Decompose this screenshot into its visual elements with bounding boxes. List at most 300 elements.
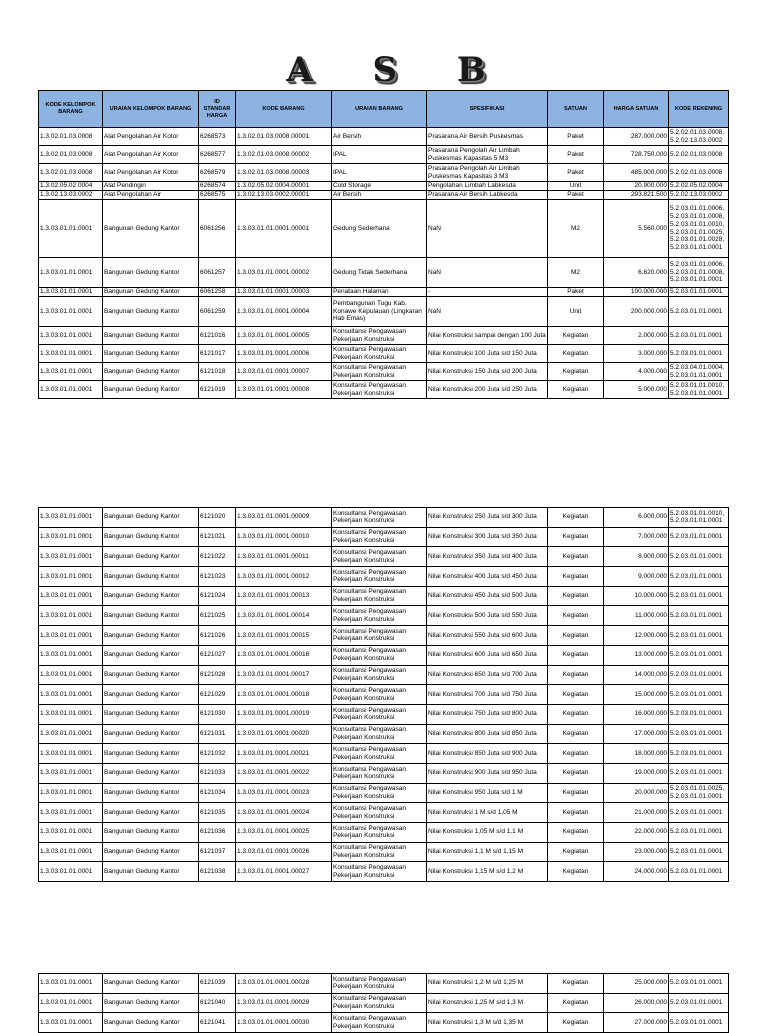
cell-kode-barang: 1.3.03.01.01.0001.00029 <box>236 993 332 1013</box>
cell-uraian-kelompok-barang: Bangunan Gedung Kantor <box>103 724 199 744</box>
cell-uraian-kelompok-barang: Bangunan Gedung Kantor <box>103 645 199 665</box>
cell-satuan: Kegiatan <box>548 645 604 665</box>
cell-spesifikasi: Prasarana Air Bersih Puskesmas <box>427 128 548 146</box>
table-row <box>39 626 729 646</box>
table-row <box>39 586 729 606</box>
cell-kode-rekening: 5.2.03.01.01.0006, 5.2.03.01.01.0008, 5.2.03.01.01.0001 <box>669 258 729 288</box>
cell-kode-kelompok-barang: 1.3.03.01.01.0001 <box>39 1013 103 1033</box>
cell-kode-kelompok-barang: 1.3.03.01.01.0001 <box>39 645 103 665</box>
cell-id-standar-harga: 6121028 <box>199 665 236 685</box>
cell-uraian-barang: Konsultansi Pengawasan Pekerjaan Konstruksi <box>332 783 427 803</box>
cell-uraian-kelompok-barang: Bangunan Gedung Kantor <box>103 527 199 547</box>
cell-satuan: Kegiatan <box>548 724 604 744</box>
cell-harga-satuan: 21.000.000 <box>604 803 669 823</box>
cell-uraian-barang: Konsultansi Pengawasan Pekerjaan Konstruksi <box>332 704 427 724</box>
cell-uraian-barang: Cold Storage <box>332 182 427 191</box>
cell-spesifikasi: Nilai Konstruksi 1,05 M s/d 1,1 M <box>427 823 548 843</box>
cell-satuan: Paket <box>548 288 604 297</box>
cell-spesifikasi: Nilai Konstruksi 550 Juta s/d 600 Juta <box>427 626 548 646</box>
table-row <box>39 823 729 843</box>
cell-satuan: Kegiatan <box>548 327 604 345</box>
cell-harga-satuan: 728.750.000 <box>604 146 669 164</box>
cell-spesifikasi: Prasarana Pengolah Air Limbah Puskesmas Kapasitas 3 M3 <box>427 164 548 182</box>
cell-uraian-kelompok-barang: Bangunan Gedung Kantor <box>103 993 199 1013</box>
cell-uraian-barang: Konsultansi Pengawasan Pekerjaan Konstruksi <box>332 508 427 528</box>
cell-uraian-barang: Penataan Halaman <box>332 288 427 297</box>
cell-kode-rekening: 5.2.03.01.01.0001 <box>669 974 729 994</box>
cell-kode-rekening: 5.2.03.01.01.0001 <box>669 724 729 744</box>
cell-uraian-barang: Konsultansi Pengawasan Pekerjaan Konstruksi <box>332 606 427 626</box>
cell-kode-rekening: 5.2.03.04.01.0004, 5.2.03.01.01.0001 <box>669 363 729 381</box>
cell-harga-satuan: 23.000.000 <box>604 842 669 862</box>
cell-id-standar-harga: 6121020 <box>199 508 236 528</box>
cell-kode-kelompok-barang: 1.3.03.01.01.0001 <box>39 586 103 606</box>
cell-kode-barang: 1.3.03.01.01.0001.00003 <box>236 288 332 297</box>
cell-kode-barang: 1.3.03.01.01.0001.00001 <box>236 200 332 258</box>
cell-kode-barang: 1.3.03.01.01.0001.00005 <box>236 327 332 345</box>
cell-id-standar-harga: 6268574 <box>199 182 236 191</box>
cell-kode-rekening: 5.2.03.01.01.0001 <box>669 704 729 724</box>
cell-kode-barang: 1.3.03.01.01.0001.00014 <box>236 606 332 626</box>
cell-kode-rekening: 5.2.03.01.01.0025, 5.2.03.01.01.0001 <box>669 783 729 803</box>
cell-satuan: Paket <box>548 164 604 182</box>
cell-kode-kelompok-barang: 1.3.03.01.01.0001 <box>39 200 103 258</box>
cell-uraian-kelompok-barang: Bangunan Gedung Kantor <box>103 1013 199 1033</box>
cell-spesifikasi: Nilai Konstruksi 600 Juta s/d 650 Juta <box>427 645 548 665</box>
cell-id-standar-harga: 6268573 <box>199 128 236 146</box>
cell-kode-rekening: 5.2.02.05.02.0004 <box>669 182 729 191</box>
cell-kode-kelompok-barang: 1.3.03.01.01.0001 <box>39 567 103 587</box>
cell-kode-rekening: 5.2.03.01.01.0001 <box>669 345 729 363</box>
cell-kode-kelompok-barang: 1.3.03.01.01.0001 <box>39 345 103 363</box>
cell-id-standar-harga: 6268579 <box>199 164 236 182</box>
cell-spesifikasi: Nilai Konstruksi 100 Juta s/d 150 Juta <box>427 345 548 363</box>
cell-kode-rekening: 5.2.03.01.01.0001 <box>669 327 729 345</box>
cell-spesifikasi: Nilai Konstruksi 300 Juta s/d 350 Juta <box>427 527 548 547</box>
cell-uraian-kelompok-barang: Alat Pendingin <box>103 182 199 191</box>
cell-id-standar-harga: 6061256 <box>199 200 236 258</box>
cell-uraian-kelompok-barang: Bangunan Gedung Kantor <box>103 567 199 587</box>
cell-kode-barang: 1.3.03.01.01.0001.00018 <box>236 685 332 705</box>
cell-uraian-barang: Konsultansi Pengawasan Pekerjaan Konstruksi <box>332 327 427 345</box>
cell-uraian-kelompok-barang: Bangunan Gedung Kantor <box>103 842 199 862</box>
cell-kode-kelompok-barang: 1.3.03.01.01.0001 <box>39 862 103 882</box>
cell-kode-rekening: 5.2.03.01.01.0001 <box>669 567 729 587</box>
cell-kode-barang: 1.3.03.01.01.0001.00009 <box>236 508 332 528</box>
cell-id-standar-harga: 6121024 <box>199 586 236 606</box>
cell-uraian-kelompok-barang: Bangunan Gedung Kantor <box>103 704 199 724</box>
cell-satuan: Kegiatan <box>548 744 604 764</box>
cell-kode-barang: 1.3.03.01.01.0001.00004 <box>236 297 332 327</box>
cell-harga-satuan: 2.000.000 <box>604 327 669 345</box>
cell-spesifikasi: Nilai Konstruksi 450 Juta s/d 500 Juta <box>427 586 548 606</box>
cell-uraian-kelompok-barang: Bangunan Gedung Kantor <box>103 823 199 843</box>
cell-kode-kelompok-barang: 1.3.03.01.01.0001 <box>39 327 103 345</box>
cell-kode-kelompok-barang: 1.3.03.01.01.0001 <box>39 527 103 547</box>
cell-kode-kelompok-barang: 1.3.03.01.01.0001 <box>39 288 103 297</box>
cell-id-standar-harga: 6121041 <box>199 1013 236 1033</box>
cell-uraian-barang: Konsultansi Pengawasan Pekerjaan Konstruksi <box>332 763 427 783</box>
cell-spesifikasi: Nilai Konstruksi 250 Juta s/d 300 Juta <box>427 508 548 528</box>
cell-uraian-barang: IPAL <box>332 146 427 164</box>
document-title: A S B <box>286 50 510 90</box>
cell-spesifikasi: Nilai Konstruksi 650 Juta s/d 700 Juta <box>427 665 548 685</box>
cell-kode-rekening: 5.2.03.01.01.0001 <box>669 626 729 646</box>
table-row <box>39 862 729 882</box>
table-row <box>39 685 729 705</box>
table-row <box>39 547 729 567</box>
table-row <box>39 724 729 744</box>
cell-kode-barang: 1.3.03.01.01.0001.00019 <box>236 704 332 724</box>
cell-id-standar-harga: 6121036 <box>199 823 236 843</box>
cell-kode-barang: 1.3.03.01.01.0001.00013 <box>236 586 332 606</box>
header-kode-barang: KODE BARANG <box>236 91 332 128</box>
cell-kode-kelompok-barang: 1.3.02.01.03.0008 <box>39 164 103 182</box>
cell-kode-kelompok-barang: 1.3.03.01.01.0001 <box>39 363 103 381</box>
cell-satuan: Unit <box>548 182 604 191</box>
cell-kode-rekening: 5.2.03.01.01.0001 <box>669 823 729 843</box>
header-kode-kelompok-barang: KODE KELOMPOK BARANG <box>39 91 103 128</box>
cell-kode-rekening: 5.2.02.13.03.0002 <box>669 191 729 200</box>
cell-kode-rekening: 5.2.03.01.01.0001 <box>669 862 729 882</box>
cell-uraian-barang: Gedung Tidak Sederhana <box>332 258 427 288</box>
cell-kode-kelompok-barang: 1.3.03.01.01.0001 <box>39 704 103 724</box>
table-row <box>39 288 729 297</box>
cell-uraian-kelompok-barang: Alat Pengolahan Air Kotor <box>103 164 199 182</box>
table-row <box>39 842 729 862</box>
cell-uraian-barang: Air Bersih <box>332 191 427 200</box>
cell-uraian-kelompok-barang: Alat Pengolahan Air <box>103 191 199 200</box>
cell-satuan: Kegiatan <box>548 606 604 626</box>
cell-harga-satuan: 17.000.000 <box>604 724 669 744</box>
cell-harga-satuan: 5.560.000 <box>604 200 669 258</box>
table-row <box>39 200 729 258</box>
cell-kode-barang: 1.3.03.01.01.0001.00007 <box>236 363 332 381</box>
cell-satuan: Kegiatan <box>548 685 604 705</box>
cell-harga-satuan: 10.000.000 <box>604 586 669 606</box>
table-row <box>39 974 729 994</box>
cell-uraian-barang: Konsultansi Pengawasan Pekerjaan Konstruksi <box>332 842 427 862</box>
cell-satuan: Kegiatan <box>548 586 604 606</box>
cell-harga-satuan: 27.000.000 <box>604 1013 669 1033</box>
cell-uraian-barang: Konsultansi Pengawasan Pekerjaan Konstruksi <box>332 527 427 547</box>
table-header-row <box>39 91 729 128</box>
cell-uraian-barang: Konsultansi Pengawasan Pekerjaan Konstruksi <box>332 665 427 685</box>
cell-kode-rekening: 5.2.03.01.01.0001 <box>669 645 729 665</box>
cell-uraian-kelompok-barang: Bangunan Gedung Kantor <box>103 626 199 646</box>
table-row <box>39 1013 729 1033</box>
cell-harga-satuan: 26.000.000 <box>604 993 669 1013</box>
cell-spesifikasi: Nilai Konstruksi 350 Juta s/d 400 Juta <box>427 547 548 567</box>
cell-harga-satuan: 20.900.000 <box>604 182 669 191</box>
cell-satuan: Kegiatan <box>548 567 604 587</box>
cell-harga-satuan: 13.000.000 <box>604 645 669 665</box>
cell-id-standar-harga: 6121018 <box>199 363 236 381</box>
cell-satuan: Kegiatan <box>548 823 604 843</box>
cell-kode-kelompok-barang: 1.3.03.01.01.0001 <box>39 665 103 685</box>
cell-kode-rekening: 5.2.03.01.01.0001 <box>669 586 729 606</box>
cell-uraian-barang: Air Bersih <box>332 128 427 146</box>
cell-spesifikasi: NaN <box>427 297 548 327</box>
asb-table-page-1 <box>38 90 729 399</box>
header-uraian-barang: URAIAN BARANG <box>332 91 427 128</box>
cell-kode-barang: 1.3.03.01.01.0001.00016 <box>236 645 332 665</box>
cell-kode-barang: 1.3.03.01.01.0001.00025 <box>236 823 332 843</box>
cell-spesifikasi: Nilai Konstruksi sampai dengan 100 Juta <box>427 327 548 345</box>
table-row <box>39 783 729 803</box>
table-row <box>39 803 729 823</box>
cell-id-standar-harga: 6121017 <box>199 345 236 363</box>
cell-kode-kelompok-barang: 1.3.03.01.01.0001 <box>39 803 103 823</box>
cell-spesifikasi: Nilai Konstruksi 150 Juta s/d 200 Juta <box>427 363 548 381</box>
cell-kode-barang: 1.3.03.01.01.0001.00027 <box>236 862 332 882</box>
cell-kode-rekening: 5.2.03.01.01.0001 <box>669 297 729 327</box>
cell-kode-kelompok-barang: 1.3.03.01.01.0001 <box>39 763 103 783</box>
cell-id-standar-harga: 6121021 <box>199 527 236 547</box>
cell-uraian-barang: Konsultansi Pengawasan Pekerjaan Konstruksi <box>332 586 427 606</box>
header-harga-satuan: HARGA SATUAN <box>604 91 669 128</box>
cell-id-standar-harga: 6121040 <box>199 993 236 1013</box>
cell-harga-satuan: 287.000.000 <box>604 128 669 146</box>
cell-kode-kelompok-barang: 1.3.02.01.03.0008 <box>39 128 103 146</box>
cell-spesifikasi: Prasarana Pengolah Air Limbah Puskesmas Kapasitas 5 M3 <box>427 146 548 164</box>
cell-kode-barang: 1.3.02.01.03.0008.00001 <box>236 128 332 146</box>
cell-spesifikasi: Nilai Konstruksi 1,3 M s/d 1,35 M <box>427 1013 548 1033</box>
cell-kode-kelompok-barang: 1.3.03.01.01.0001 <box>39 626 103 646</box>
cell-kode-barang: 1.3.03.01.01.0001.00021 <box>236 744 332 764</box>
cell-kode-rekening: 5.2.03.01.01.0001 <box>669 763 729 783</box>
cell-kode-rekening: 5.2.03.01.01.0001 <box>669 288 729 297</box>
table-row <box>39 567 729 587</box>
cell-uraian-kelompok-barang: Bangunan Gedung Kantor <box>103 327 199 345</box>
cell-uraian-barang: Konsultansi Pengawasan Pekerjaan Konstruksi <box>332 626 427 646</box>
cell-uraian-kelompok-barang: Bangunan Gedung Kantor <box>103 685 199 705</box>
cell-id-standar-harga: 6121039 <box>199 974 236 994</box>
cell-kode-barang: 1.3.03.01.01.0001.00006 <box>236 345 332 363</box>
cell-id-standar-harga: 6268575 <box>199 191 236 200</box>
asb-table-page-3 <box>38 973 729 1033</box>
table-row <box>39 665 729 685</box>
cell-harga-satuan: 12.000.000 <box>604 626 669 646</box>
cell-kode-kelompok-barang: 1.3.02.13.03.0002 <box>39 191 103 200</box>
cell-satuan: Kegiatan <box>548 527 604 547</box>
table-row <box>39 527 729 547</box>
cell-satuan: Kegiatan <box>548 842 604 862</box>
cell-kode-kelompok-barang: 1.3.03.01.01.0001 <box>39 974 103 994</box>
cell-harga-satuan: 14.000.000 <box>604 665 669 685</box>
cell-uraian-barang: Konsultansi Pengawasan Pekerjaan Konstruksi <box>332 381 427 399</box>
cell-uraian-kelompok-barang: Bangunan Gedung Kantor <box>103 258 199 288</box>
cell-id-standar-harga: 6121034 <box>199 783 236 803</box>
cell-satuan: Kegiatan <box>548 993 604 1013</box>
table-row <box>39 146 729 164</box>
cell-spesifikasi: Nilai Konstruksi 200 Juta s/d 250 Juta <box>427 381 548 399</box>
cell-kode-barang: 1.3.03.01.01.0001.00020 <box>236 724 332 744</box>
cell-satuan: Kegiatan <box>548 783 604 803</box>
cell-harga-satuan: 19.000.000 <box>604 763 669 783</box>
cell-id-standar-harga: 6121019 <box>199 381 236 399</box>
cell-uraian-barang: Konsultansi Pengawasan Pekerjaan Konstruksi <box>332 567 427 587</box>
cell-id-standar-harga: 6121025 <box>199 606 236 626</box>
cell-harga-satuan: 15.000.000 <box>604 685 669 705</box>
cell-id-standar-harga: 6121037 <box>199 842 236 862</box>
cell-uraian-kelompok-barang: Bangunan Gedung Kantor <box>103 606 199 626</box>
table-body <box>39 508 729 882</box>
header-satuan: SATUAN <box>548 91 604 128</box>
cell-id-standar-harga: 6121035 <box>199 803 236 823</box>
cell-uraian-kelompok-barang: Bangunan Gedung Kantor <box>103 763 199 783</box>
cell-id-standar-harga: 6061259 <box>199 297 236 327</box>
header-spesifikasi: SPESIFIKASI <box>427 91 548 128</box>
cell-id-standar-harga: 6061258 <box>199 288 236 297</box>
cell-harga-satuan: 4.000.000 <box>604 363 669 381</box>
cell-harga-satuan: 5.000.000 <box>604 381 669 399</box>
header-kode-rekening: KODE REKENING <box>669 91 729 128</box>
cell-id-standar-harga: 6121033 <box>199 763 236 783</box>
table-row <box>39 993 729 1013</box>
cell-id-standar-harga: 6061257 <box>199 258 236 288</box>
cell-id-standar-harga: 6121023 <box>199 567 236 587</box>
cell-kode-kelompok-barang: 1.3.03.01.01.0001 <box>39 783 103 803</box>
cell-id-standar-harga: 6121031 <box>199 724 236 744</box>
cell-uraian-barang: Konsultansi Pengawasan Pekerjaan Konstruksi <box>332 744 427 764</box>
cell-kode-barang: 1.3.03.01.01.0001.00017 <box>236 665 332 685</box>
cell-uraian-kelompok-barang: Bangunan Gedung Kantor <box>103 363 199 381</box>
cell-satuan: Kegiatan <box>548 626 604 646</box>
table-row <box>39 363 729 381</box>
cell-harga-satuan: 6.000.000 <box>604 508 669 528</box>
cell-spesifikasi: Nilai Konstruksi 1,1 M s/d 1,15 M <box>427 842 548 862</box>
cell-spesifikasi: Pengolahan Limbah Labkesda <box>427 182 548 191</box>
cell-id-standar-harga: 6121038 <box>199 862 236 882</box>
cell-kode-rekening: 5.2.03.01.01.0010, 5.2.03.01.01.0001 <box>669 508 729 528</box>
cell-uraian-kelompok-barang: Bangunan Gedung Kantor <box>103 586 199 606</box>
cell-spesifikasi: Nilai Konstruksi 950 Juta s/d 1 M <box>427 783 548 803</box>
cell-harga-satuan: 7.000.000 <box>604 527 669 547</box>
cell-kode-rekening: 5.2.03.01.01.0006, 5.2.03.01.01.0008, 5.2.03.01.01.0010, 5.2.03.01.01.0025, 5.2.03.01.01.0028, 5.2.03.01.01.0001 <box>669 200 729 258</box>
cell-satuan: Kegiatan <box>548 1013 604 1033</box>
cell-satuan: Kegiatan <box>548 974 604 994</box>
cell-harga-satuan: 22.000.000 <box>604 823 669 843</box>
cell-kode-rekening: 5.2.03.01.01.0001 <box>669 685 729 705</box>
cell-spesifikasi: Nilai Konstruksi 1 M s/d 1,05 M <box>427 803 548 823</box>
cell-uraian-kelompok-barang: Bangunan Gedung Kantor <box>103 508 199 528</box>
cell-kode-rekening: 5.2.03.01.01.0001 <box>669 842 729 862</box>
cell-harga-satuan: 20.000.000 <box>604 783 669 803</box>
cell-kode-barang: 1.3.02.05.02.0004.00001 <box>236 182 332 191</box>
cell-id-standar-harga: 6121032 <box>199 744 236 764</box>
cell-spesifikasi: Nilai Konstruksi 1,25 M s/d 1,3 M <box>427 993 548 1013</box>
cell-uraian-kelompok-barang: Alat Pengolahan Air Kotor <box>103 146 199 164</box>
cell-uraian-kelompok-barang: Bangunan Gedung Kantor <box>103 288 199 297</box>
cell-harga-satuan: 16.000.000 <box>604 704 669 724</box>
cell-uraian-kelompok-barang: Bangunan Gedung Kantor <box>103 665 199 685</box>
table-body <box>39 128 729 399</box>
cell-kode-kelompok-barang: 1.3.03.01.01.0001 <box>39 606 103 626</box>
cell-kode-barang: 1.3.03.01.01.0001.00015 <box>236 626 332 646</box>
cell-spesifikasi: Nilai Konstruksi 1,15 M s/d 1,2 M <box>427 862 548 882</box>
cell-harga-satuan: 293.821.500 <box>604 191 669 200</box>
cell-kode-kelompok-barang: 1.3.03.01.01.0001 <box>39 993 103 1013</box>
cell-uraian-barang: Gedung Sederhana <box>332 200 427 258</box>
table-row <box>39 327 729 345</box>
cell-uraian-kelompok-barang: Bangunan Gedung Kantor <box>103 783 199 803</box>
cell-kode-rekening: 5.2.03.01.01.0010, 5.2.03.01.01.0001 <box>669 381 729 399</box>
cell-kode-rekening: 5.2.03.01.01.0001 <box>669 527 729 547</box>
cell-uraian-kelompok-barang: Bangunan Gedung Kantor <box>103 345 199 363</box>
cell-id-standar-harga: 6121022 <box>199 547 236 567</box>
cell-kode-kelompok-barang: 1.3.03.01.01.0001 <box>39 823 103 843</box>
cell-kode-barang: 1.3.03.01.01.0001.00028 <box>236 974 332 994</box>
table-row <box>39 606 729 626</box>
cell-kode-kelompok-barang: 1.3.02.01.03.0008 <box>39 146 103 164</box>
cell-uraian-barang: Konsultansi Pengawasan Pekerjaan Konstruksi <box>332 974 427 994</box>
cell-kode-rekening: 5.2.03.01.01.0001 <box>669 1013 729 1033</box>
cell-satuan: Kegiatan <box>548 381 604 399</box>
cell-uraian-barang: IPAL <box>332 164 427 182</box>
cell-satuan: Kegiatan <box>548 763 604 783</box>
cell-kode-barang: 1.3.03.01.01.0001.00011 <box>236 547 332 567</box>
cell-id-standar-harga: 6121027 <box>199 645 236 665</box>
cell-uraian-kelompok-barang: Bangunan Gedung Kantor <box>103 744 199 764</box>
cell-uraian-barang: Konsultansi Pengawasan Pekerjaan Konstruksi <box>332 645 427 665</box>
cell-kode-kelompok-barang: 1.3.03.01.01.0001 <box>39 547 103 567</box>
cell-uraian-barang: Konsultansi Pengawasan Pekerjaan Konstruksi <box>332 862 427 882</box>
cell-satuan: M2 <box>548 258 604 288</box>
cell-kode-kelompok-barang: 1.3.03.01.01.0001 <box>39 842 103 862</box>
cell-spesifikasi: Nilai Konstruksi 750 Juta s/d 800 Juta <box>427 704 548 724</box>
cell-kode-barang: 1.3.03.01.01.0001.00022 <box>236 763 332 783</box>
cell-harga-satuan: 8.000.000 <box>604 547 669 567</box>
table-row <box>39 763 729 783</box>
cell-kode-barang: 1.3.02.01.03.0008.00003 <box>236 164 332 182</box>
cell-uraian-kelompok-barang: Alat Pengolahan Air Kotor <box>103 128 199 146</box>
cell-satuan: Kegiatan <box>548 665 604 685</box>
cell-uraian-kelompok-barang: Bangunan Gedung Kantor <box>103 974 199 994</box>
table-row <box>39 345 729 363</box>
cell-harga-satuan: 6.620.000 <box>604 258 669 288</box>
cell-kode-kelompok-barang: 1.3.03.01.01.0001 <box>39 297 103 327</box>
cell-uraian-kelompok-barang: Bangunan Gedung Kantor <box>103 862 199 882</box>
table-row <box>39 164 729 182</box>
table-row <box>39 182 729 191</box>
table-row <box>39 508 729 528</box>
cell-kode-barang: 1.3.03.01.01.0001.00026 <box>236 842 332 862</box>
cell-kode-kelompok-barang: 1.3.03.01.01.0001 <box>39 508 103 528</box>
cell-kode-barang: 1.3.03.01.01.0001.00012 <box>236 567 332 587</box>
cell-uraian-kelompok-barang: Bangunan Gedung Kantor <box>103 297 199 327</box>
cell-spesifikasi: NaN <box>427 258 548 288</box>
cell-kode-barang: 1.3.03.01.01.0001.00002 <box>236 258 332 288</box>
cell-kode-barang: 1.3.03.01.01.0001.00008 <box>236 381 332 399</box>
cell-harga-satuan: 18.000.000 <box>604 744 669 764</box>
cell-kode-barang: 1.3.03.01.01.0001.00024 <box>236 803 332 823</box>
cell-uraian-barang: Konsultansi Pengawasan Pekerjaan Konstruksi <box>332 1013 427 1033</box>
cell-satuan: Kegiatan <box>548 803 604 823</box>
cell-uraian-kelompok-barang: Bangunan Gedung Kantor <box>103 200 199 258</box>
cell-kode-kelompok-barang: 1.3.03.01.01.0001 <box>39 685 103 705</box>
cell-kode-rekening: 5.2.02.01.03.0008 <box>669 164 729 182</box>
cell-satuan: M2 <box>548 200 604 258</box>
cell-uraian-barang: Konsultansi Pengawasan Pekerjaan Konstruksi <box>332 547 427 567</box>
cell-spesifikasi: Nilai Konstruksi 700 Juta s/d 750 Juta <box>427 685 548 705</box>
table-row <box>39 258 729 288</box>
cell-satuan: Kegiatan <box>548 363 604 381</box>
table-row <box>39 128 729 146</box>
cell-satuan: Paket <box>548 191 604 200</box>
cell-spesifikasi: Nilai Konstruksi 1,2 M s/d 1,25 M <box>427 974 548 994</box>
cell-kode-barang: 1.3.03.01.01.0001.00010 <box>236 527 332 547</box>
